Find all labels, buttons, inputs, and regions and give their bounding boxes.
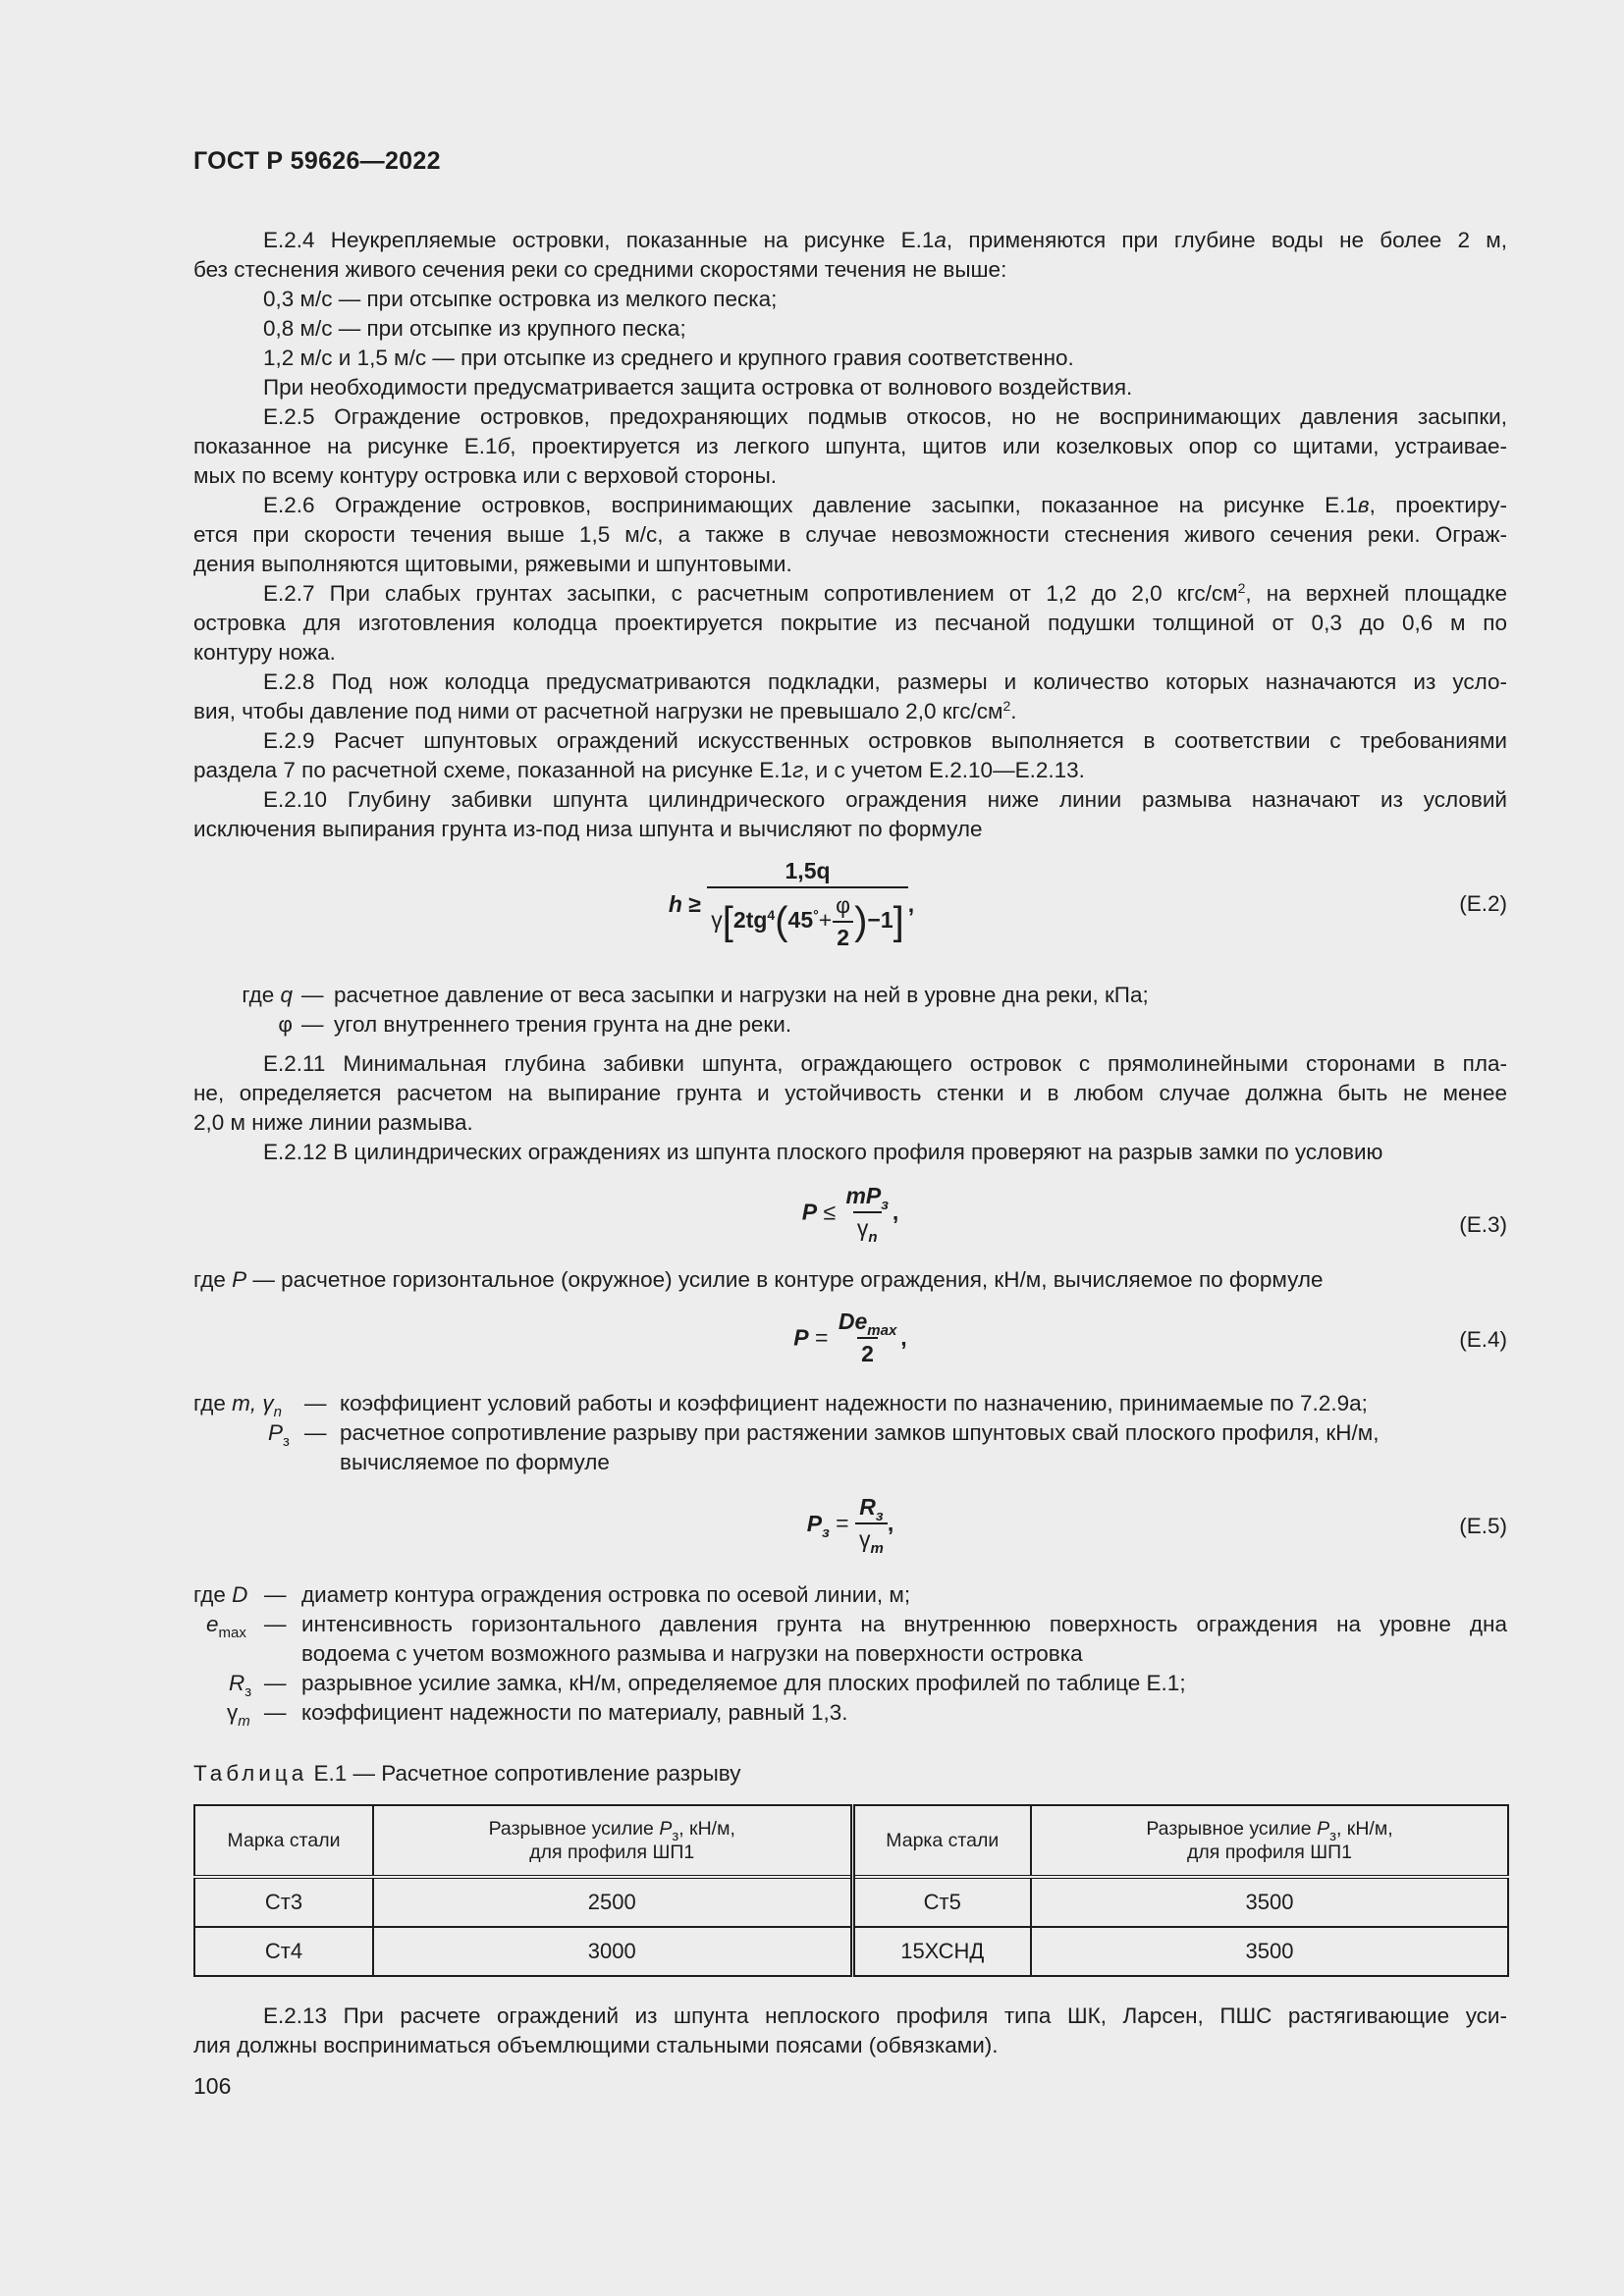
text-line: Е.2.11 Минимальная глубина забивки шпунта, ограждающего островок с прямолинейными сторонами в пла- <box>263 1051 1507 1076</box>
table-caption: Таблица Е.1 — Расчетное сопротивление разрыву <box>193 1761 741 1786</box>
text-line: контуру ножа. <box>193 640 336 665</box>
where-item: $e_{max}$ — интенсивность горизонтального давления грунта на внутреннюю поверхность ограждения на уровне дна <box>206 1612 1507 1641</box>
text-line: мых по всему контуру островка или с верховой стороны. <box>193 463 778 488</box>
text-line: Е.2.13 При расчете ограждений из шпунта неплоского профиля типа ШК, Ларсен, ПШС растягивающие уси- <box>263 2003 1507 2028</box>
where-item: где D — диаметр контура ограждения островка по осевой линии, м; <box>193 1582 911 1607</box>
text-line: Е.2.12 В цилиндрических ограждениях из шпунта плоского профиля проверяют на разрыв замки по условию <box>263 1140 1383 1164</box>
list-item: 0,3 м/с — при отсыпке островка из мелкого песка; <box>263 287 778 311</box>
table-cell: 15ХСНД <box>852 1927 1031 1976</box>
column-header-force: Разрывное усилие $P_з$, кН/м, для профиля ШП1 <box>373 1805 852 1877</box>
where-item: $P_з$ — расчетное сопротивление разрыву при растяжении замков шпунтовых свай плоского профиля, кН/м, <box>268 1420 1380 1450</box>
where-list-e2 <box>193 981 1507 1040</box>
where-item: φ — угол внутреннего трения грунта на дне реки. <box>278 1012 792 1037</box>
table-cell: 3500 <box>1031 1877 1508 1927</box>
text-line: лия должны восприниматься объемлющими стальными поясами (обвязками). <box>193 2033 999 2057</box>
formula-e4-body: P = $\frac{De_{max}}{2}$ , <box>793 1308 907 1366</box>
where-list-e5 <box>193 1580 1507 1728</box>
page-number: 106 <box>193 2073 232 2099</box>
formula-e2 <box>193 858 1507 966</box>
table-row <box>194 1877 1508 1927</box>
text-line: Е.2.9 Расчет шпунтовых ограждений искусственных островков выполняется в соответствии с требованиями <box>263 728 1507 753</box>
formula-e5 <box>193 1494 1507 1573</box>
text-line: Е.2.7 При слабых грунтах засыпки, с расчетным сопротивлением от 1,2 до 2,0 кгс/$см^2$, на верхней площадке <box>263 580 1507 606</box>
text-line: Е.2.8 Под нож колодца предусматриваются подкладки, размеры и количество которых назначаются из усло- <box>263 669 1507 694</box>
text-line: где P — расчетное горизонтальное (окружное) усилие в контуре ограждения, кН/м, вычисляемое по формуле <box>193 1267 1324 1292</box>
text-line: вия, чтобы давление под ними от расчетной нагрузки не превышало 2,0 кгс/$см^2$. <box>193 698 1017 723</box>
formula-label: (Е.2) <box>1459 891 1507 916</box>
text-line: Е.2.10 Глубину забивки шпунта цилиндрического ограждения ниже линии размыва назначают из условий <box>263 787 1507 812</box>
text-line: исключения выпирания грунта из-под низа шпунта и вычисляют по формуле <box>193 817 983 841</box>
text-line: раздела 7 по расчетной схеме, показанной на рисунке Е.1г, и с учетом Е.2.10—Е.2.13. <box>193 758 1085 782</box>
where-item-continued: вычисляемое по формуле <box>340 1450 610 1474</box>
standard-header: ГОСТ Р 59626—2022 <box>193 147 441 175</box>
column-header-grade: Марка стали <box>852 1805 1031 1877</box>
formula-e5-body: $P_з$ = $\frac{R_з}{\gamma_m}$ , <box>806 1494 894 1557</box>
formula-label: (Е.4) <box>1459 1327 1507 1352</box>
where-item: $\gamma_m$ — коэффициент надежности по материалу, равный 1,3. <box>227 1700 848 1730</box>
formula-label: (Е.5) <box>1459 1514 1507 1538</box>
table-cell: 3000 <box>373 1927 852 1976</box>
text-line: не, определяется расчетом на выпирание грунта и устойчивость стенки и в любом случае должна быть не менее <box>193 1081 1507 1105</box>
table-row <box>194 1927 1508 1976</box>
text-line: Е.2.4 Неукрепляемые островки, показанные на рисунке Е.1а, применяются при глубине воды не более 2 м, <box>263 228 1507 252</box>
where-item: где m, $\gamma_n$ — коэффициент условий работы и коэффициент надежности по назначению, принимаемые по 7.2.9а; <box>193 1391 1368 1420</box>
list-item: 1,2 м/с и 1,5 м/с — при отсыпке из среднего и крупного гравия соответственно. <box>263 346 1074 370</box>
column-header-force: Разрывное усилие $P_з$, кН/м, для профиля ШП1 <box>1031 1805 1508 1877</box>
formula-label: (Е.3) <box>1459 1212 1507 1237</box>
para-e2-4 <box>193 226 1507 844</box>
formula-e3 <box>193 1183 1507 1261</box>
table-cell: Ст4 <box>194 1927 373 1976</box>
text-line: При необходимости предусматривается защита островка от волнового воздействия. <box>263 375 1133 400</box>
table-cell: 3500 <box>1031 1927 1508 1976</box>
text-line: показанное на рисунке Е.1б, проектируется из легкого шпунта, щитов или козелковых опор со щитами, устраивае- <box>193 434 1507 458</box>
table-cell: Ст5 <box>852 1877 1031 1927</box>
text-line: ется при скорости течения выше 1,5 м/с, а также в случае невозможности стеснения живого сечения реки. Ограж- <box>193 522 1507 547</box>
formula-e2-body: h ≥ 1,5q $\gamma[2tg^4(45^\circ+$ $\frac{\varphi}{2}$ )−1] , <box>668 858 915 950</box>
para-e2-13 <box>193 2002 1507 2060</box>
table-header-row <box>194 1805 1508 1877</box>
where-item-continued: водоема с учетом возможного размыва и нагрузки на поверхности островка <box>301 1641 1083 1666</box>
formula-e4 <box>193 1308 1507 1387</box>
text-line: 2,0 м ниже линии размыва. <box>193 1110 473 1135</box>
text-line: дения выполняются щитовыми, ряжевыми и шпунтовыми. <box>193 552 792 576</box>
formula-e3-body: P ≤ $\frac{mP_з}{\gamma_n}$ , <box>801 1183 899 1246</box>
text-line: без стеснения живого сечения реки со средними скоростями течения не выше: <box>193 257 1007 282</box>
column-header-grade: Марка стали <box>194 1805 373 1877</box>
where-list-e4 <box>193 1389 1507 1477</box>
where-item: где q — расчетное давление от веса засыпки и нагрузки на ней в уровне дна реки, кПа; <box>242 983 1149 1007</box>
list-item: 0,8 м/с — при отсыпке из крупного песка; <box>263 316 686 341</box>
table-cell: 2500 <box>373 1877 852 1927</box>
text-line: Е.2.6 Ограждение островков, воспринимающих давление засыпки, показанное на рисунке Е.1в, проектиру- <box>263 493 1507 517</box>
table-e1 <box>193 1804 1509 1977</box>
table-cell: Ст3 <box>194 1877 373 1927</box>
text-line: островка для изготовления колодца проектируется покрытие из песчаной подушки толщиной от 0,3 до 0,6 м по <box>193 611 1507 635</box>
para-e2-11 <box>193 1049 1507 1167</box>
where-item: $R_з$ — разрывное усилие замка, кН/м, определяемое для плоских профилей по таблице Е.1; <box>229 1671 1186 1700</box>
text-line: Е.2.5 Ограждение островков, предохраняющих подмыв откосов, но не воспринимающих давления засыпки, <box>263 404 1507 429</box>
where-p <box>193 1265 1507 1295</box>
